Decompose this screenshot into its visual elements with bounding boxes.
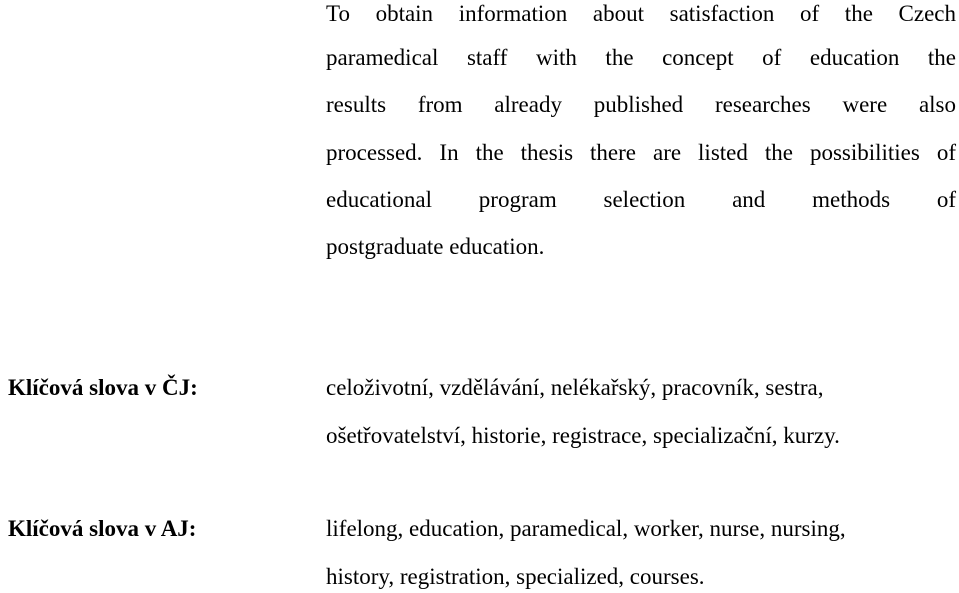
abstract-line-2: paramedical staff with the concept of education the xyxy=(326,45,956,70)
keywords-en-label: Klíčová slova v AJ: xyxy=(8,516,197,541)
keywords-en-line-2: history, registration, specialized, courses. xyxy=(326,564,705,589)
keywords-cz-label: Klíčová slova v ČJ: xyxy=(8,375,198,400)
abstract-line-6: postgraduate education. xyxy=(326,234,545,259)
abstract-line-3: results from already published researches were also xyxy=(326,92,956,117)
keywords-cz-line-1: celoživotní, vzdělávání, nelékařský, pracovník, sestra, xyxy=(326,375,824,400)
abstract-line-4: processed. In the thesis there are listed the possibilities of xyxy=(326,140,956,165)
keywords-cz-line-2: ošetřovatelství, historie, registrace, specializační, kurzy. xyxy=(326,423,840,448)
keywords-en-line-1: lifelong, education, paramedical, worker, nurse, nursing, xyxy=(326,516,846,541)
abstract-line-5: educational program selection and methods of xyxy=(326,187,956,212)
abstract-line-1: To obtain information about satisfaction of the Czech xyxy=(326,1,956,26)
